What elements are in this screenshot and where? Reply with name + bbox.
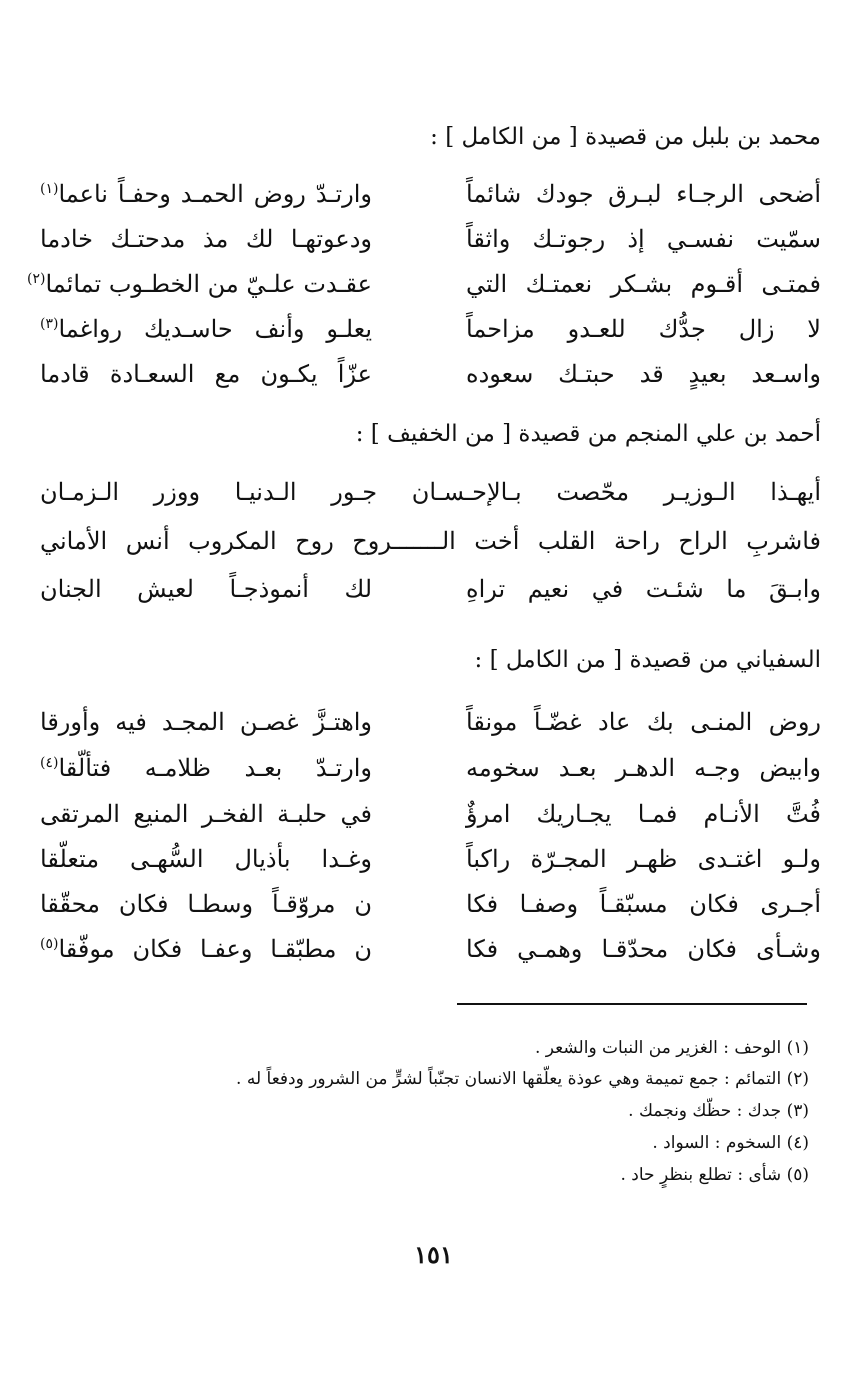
hemistich-first: أجـرى فكان مسبّقـاً وصفـا فكا	[466, 890, 821, 918]
hemistich-text: ن مطبّقـا وعفـا فكان موفّقا	[58, 935, 372, 963]
verse-line	[40, 527, 821, 571]
verse-line	[40, 478, 821, 522]
hemistich-first: وابيض وجـه الدهـر بعـد سخومه	[466, 754, 821, 782]
footnote: (١) الوحف : الغزير من النبات والشعر .	[534, 1038, 809, 1058]
hemistich-second	[26, 270, 372, 298]
hemistich-second	[40, 845, 372, 873]
verse-line	[40, 225, 821, 269]
verse-line	[40, 360, 821, 404]
verse-line	[40, 575, 821, 619]
hemistich-text: واهتـزَّ غصـن المجـد فيه وأورقا	[40, 708, 372, 736]
verse-line	[40, 754, 821, 798]
hemistich-second	[40, 935, 372, 963]
hemistich-first: فمتـى أقـوم بشـكر نعمتـك التي	[466, 270, 821, 298]
verse-line	[40, 845, 821, 889]
hemistich-text: وغـدا بأذيال السُّهـى متعلّقا	[40, 845, 372, 873]
hemistich-text: عقـدت علـيّ من الخطـوب تمائما	[45, 270, 372, 298]
section-heading: أحمد بن علي المنجم من قصيدة [ من الخفيف ] :	[355, 421, 821, 447]
verse-line	[40, 315, 821, 359]
footnote-marker: (١)	[40, 181, 59, 197]
hemistich-text: عزّاً يكـون مع السعـادة قادما	[40, 360, 372, 388]
section-heading: محمد بن بلبل من قصيدة [ من الكامل ] :	[430, 124, 821, 150]
hemistich-second	[40, 708, 372, 736]
footnote-marker: (٤)	[40, 755, 59, 771]
verse-line	[40, 180, 821, 224]
hemistich-first: واسـعد بعيدٍ قد حبتـك سعوده	[466, 360, 821, 388]
hemistich-first: روض المنـى بك عاد غضّـاً مونقاً	[466, 708, 821, 736]
hemistich-first: لا زال جدُّك للعـدو مزاحماً	[466, 315, 821, 343]
verse-line	[40, 935, 821, 979]
verse-line	[40, 708, 821, 752]
hemistich-second	[40, 754, 372, 782]
hemistich-first: وشـأى فكان محدّقـا وهمـي فكا	[466, 935, 821, 963]
hemistich-first: أضحى الرجـاء لبـرق جودك شائماً	[466, 180, 821, 208]
hemistich-text: يعلـو وأنف حاسـديك رواغما	[58, 315, 372, 343]
footnote-marker: (٥)	[40, 936, 59, 952]
footnote: (٥) شأى : تطلع بنظرٍ حاد .	[620, 1165, 809, 1185]
hemistich-text: وارتـدّ بعـد ظلامـه فتألّقا	[58, 754, 372, 782]
verse-line	[26, 270, 821, 314]
hemistich-second	[40, 575, 372, 603]
hemistich-second	[40, 225, 372, 253]
verse-line	[40, 800, 821, 844]
page-number: ١٥١	[414, 1240, 453, 1269]
hemistich-second	[40, 360, 372, 388]
section-heading: السفياني من قصيدة [ من الكامل ] :	[474, 647, 821, 673]
hemistich-second	[40, 800, 372, 828]
verse-line	[40, 890, 821, 934]
hemistich-text: ودعوتهـا لك مذ مدحتـك خادما	[40, 225, 372, 253]
footnote: (٣) جدك : حظّك ونجمك .	[628, 1101, 809, 1121]
footnote-marker: (٣)	[40, 316, 59, 332]
footnote: (٤) السخوم : السواد .	[652, 1133, 809, 1153]
hemistich-first: سمّيت نفسـي إذ رجوتـك واثقاً	[466, 225, 821, 253]
hemistich-second	[40, 315, 372, 343]
verse-continuous: أيهـذا الـوزيـر محّصت بـالإحـسـان جـور الـدنيـا ووزر الـزمـان	[40, 478, 821, 506]
footnote-divider	[457, 1003, 807, 1005]
footnote: (٢) التمائم : جمع تميمة وهي عوذة يعلّقها الانسان تجنّباً لشرٍّ من الشرور ودفعاً له .	[236, 1069, 809, 1089]
hemistich-text: في حلبـة الفخـر المنيع المرتقى	[40, 800, 372, 828]
hemistich-second	[40, 180, 372, 208]
hemistich-second	[40, 890, 372, 918]
verse-continuous: فاشربِ الراح راحة القلب أخت الـــــــروح روح المكروب أنس الأماني	[40, 527, 821, 555]
hemistich-text: ن مروّقـاً وسطـا فكان محقّقا	[40, 890, 372, 918]
footnote-marker: (٢)	[26, 271, 46, 287]
hemistich-first: فُتَّ الأنـام فمـا يجـاريك امرؤٌ	[466, 800, 821, 828]
hemistich-first: وابـقَ ما شئـت في نعيم تراهِ	[466, 575, 821, 603]
hemistich-text: وارتـدّ روض الحمـد وحفـاً ناعما	[58, 180, 372, 208]
hemistich-text: لك أنموذجـاً لعيش الجنان	[40, 575, 372, 603]
hemistich-first: ولـو اغتـدى ظهـر المجـرّة راكباً	[466, 845, 821, 873]
